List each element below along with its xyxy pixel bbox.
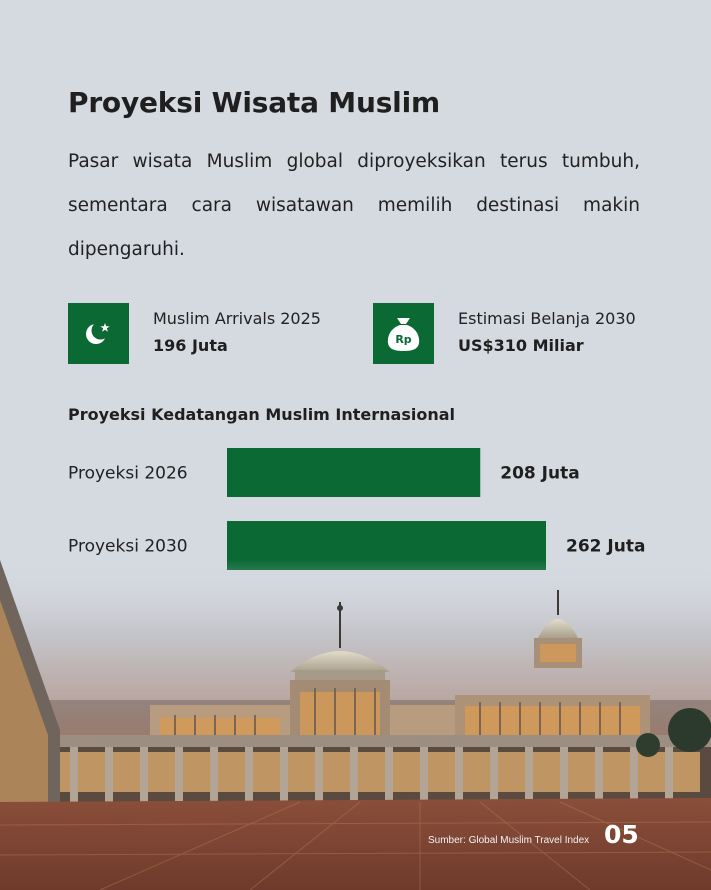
bar: [227, 448, 480, 497]
page-number: 05: [604, 820, 639, 849]
money-bag-rupiah-icon: [373, 303, 434, 364]
stat-value: 196 Juta: [153, 336, 228, 355]
stat-value: US$310 Miliar: [458, 336, 584, 355]
page-description: Pasar wisata Muslim global diproyeksikan terus tumbuh, sementara cara wisatawan memilih destinasi makin dipengaruhi.: [68, 151, 640, 260]
crescent-star-icon: [68, 303, 129, 364]
bar-chart: [0, 440, 711, 580]
page-title: Proyeksi Wisata Muslim: [68, 86, 440, 119]
stat-label: Muslim Arrivals 2025: [153, 309, 321, 328]
money-bag-label: Rp: [395, 333, 412, 346]
chart-title: Proyeksi Kedatangan Muslim Internasional: [68, 405, 456, 424]
bar-category-label: Proyeksi 2030: [68, 536, 188, 557]
bar-value-label: 208 Juta: [500, 463, 580, 484]
bar-value-label: 262 Juta: [566, 536, 646, 557]
source-citation: Sumber: Global Muslim Travel Index: [428, 835, 590, 846]
stat-label: Estimasi Belanja 2030: [458, 309, 636, 328]
bar-category-label: Proyeksi 2026: [68, 463, 188, 484]
